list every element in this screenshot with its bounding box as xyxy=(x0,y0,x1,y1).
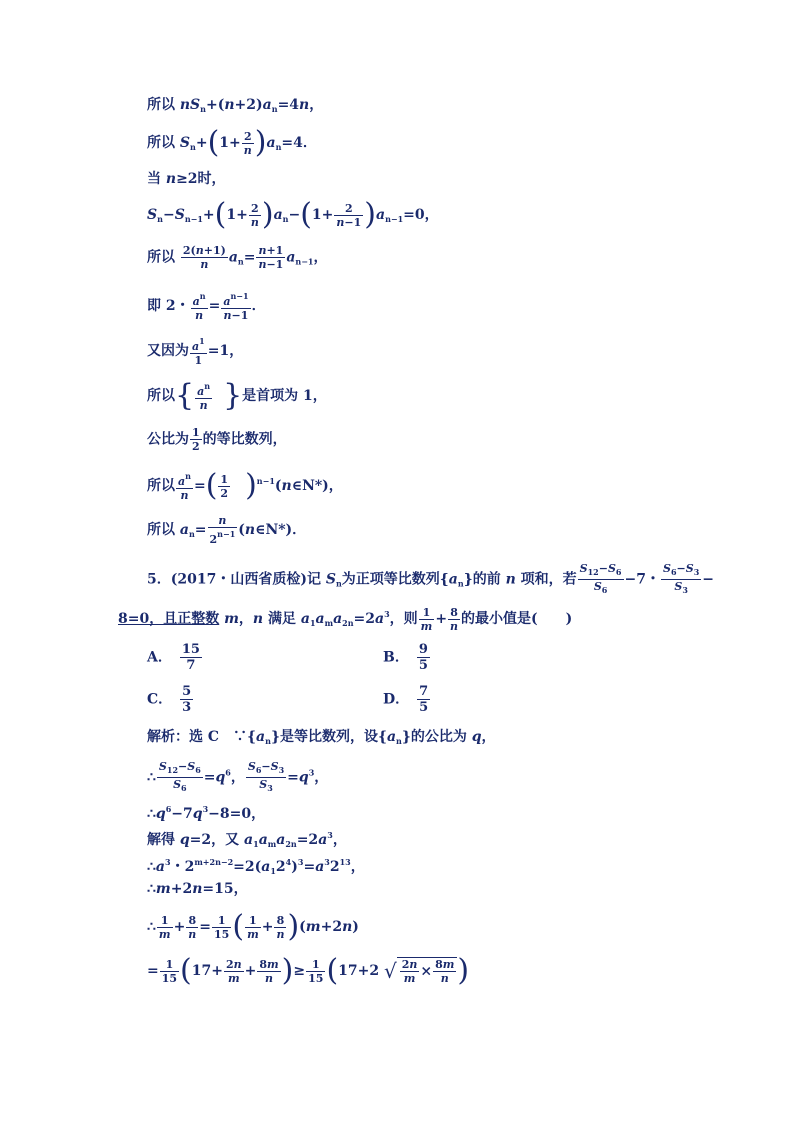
line-9: 公比为 $\frac{1}{2}$ 的等比数列， xyxy=(147,426,287,453)
solution-line-5: $\therefore a^3$・$2^{m+2n-2}=2(a_12^4)^3=a^32^{13}$， xyxy=(147,857,365,876)
option-b[interactable]: B． $\frac{9}{5}$ xyxy=(383,642,428,673)
option-a[interactable]: A． $\frac{15}{7}$ xyxy=(147,642,200,673)
solution-line-3: $\therefore q^6-7q^3-8=0$， xyxy=(147,804,266,822)
solution-line-7: ∴ $\frac{1}{m}$ + $\frac{8}{n}$ = $\frac{1}{15}$ ( $\frac{1}{m}$ + $\frac{8}{n}$ )(m+2n) xyxy=(147,909,359,944)
line-1: 所以 $nS_n+(n+2)a_n=4n$， xyxy=(147,97,324,114)
line-3: 当 n≥2时， xyxy=(147,171,226,187)
line-4: $S_n-S_{n-1}+(1+$ $\frac{2}{n}$ )$a_n-(1+$ $\frac{2}{n-1}$ )$a_{n-1}=0$， xyxy=(147,197,439,232)
solution-line-8: = $\frac{1}{15}$ (17+ $\frac{2n}{m}$ + $\frac{8m}{n}$ )≥ $\frac{1}{15}$ (17+2 √ $\frac{2n}{m}$ × $\frac{8m}{n}$ ) xyxy=(147,953,470,988)
line-10: 所以 $\frac{a^n}{n}$ =( $\frac{1}{2}$ )$^{n-1}$(n∈N*)， xyxy=(147,468,343,503)
problem-5-line-1: 5．(2017・山西省质检)记 $S_n$为正项等比数列$\{a_n\}$的前 n 项和，若 $\frac{S_{12}-S_6}{S_6}$ −7・ $\frac{S_6-S_3}{S_3}$ − xyxy=(147,562,714,595)
solution-line-6: ∴m+2n=15， xyxy=(147,881,248,897)
line-2: 所以 $S_n+(1+$ $\frac{2}{n}$ )$a_n=4$． xyxy=(147,125,317,160)
option-c[interactable]: C． $\frac{5}{3}$ xyxy=(147,684,192,715)
option-d[interactable]: D． $\frac{7}{5}$ xyxy=(383,684,429,715)
line-11: 所以 $a_n=$ $\frac{n}{2^{n-1}}$ (n∈N*)． xyxy=(147,514,307,546)
line-7: 又因为 $\frac{a^1}{1}$ =1， xyxy=(147,336,244,367)
line-5: 所以 $\frac{2(n+1)}{n}$ $a_n=$ $\frac{n+1}{n-1}$ $a_{n-1}$， xyxy=(147,244,328,271)
problem-5-line-2: 8=0，且正整数 m，n 满足 $a_1a_ma_{2n}=2a^3$，则 $\frac{1}{m}$ + $\frac{8}{n}$ 的最小值是( ) xyxy=(118,605,573,633)
text-suoyi: 所以 xyxy=(147,97,175,113)
solution-line-1: 解析：选 C $\because\{a_n\}$是等比数列，设$\{a_n\}$的公比为 q， xyxy=(147,729,496,746)
solution-line-2: ∴ $\frac{S_{12}-S_6}{S_6}$ $=q^6$， $\frac{S_6-S_3}{S_3}$ $=q^3$， xyxy=(147,760,329,793)
line-8: 所以{ $\frac{a^n}{n}$ }是首项为 1， xyxy=(147,378,327,413)
line-6: 即 2・ $\frac{a^n}{n}$ = $\frac{a^{n-1}}{n-1}$ ． xyxy=(147,291,266,322)
solution-line-4: 解得 q=2，又 $a_1a_ma_{2n}=2a^3$， xyxy=(147,830,347,849)
